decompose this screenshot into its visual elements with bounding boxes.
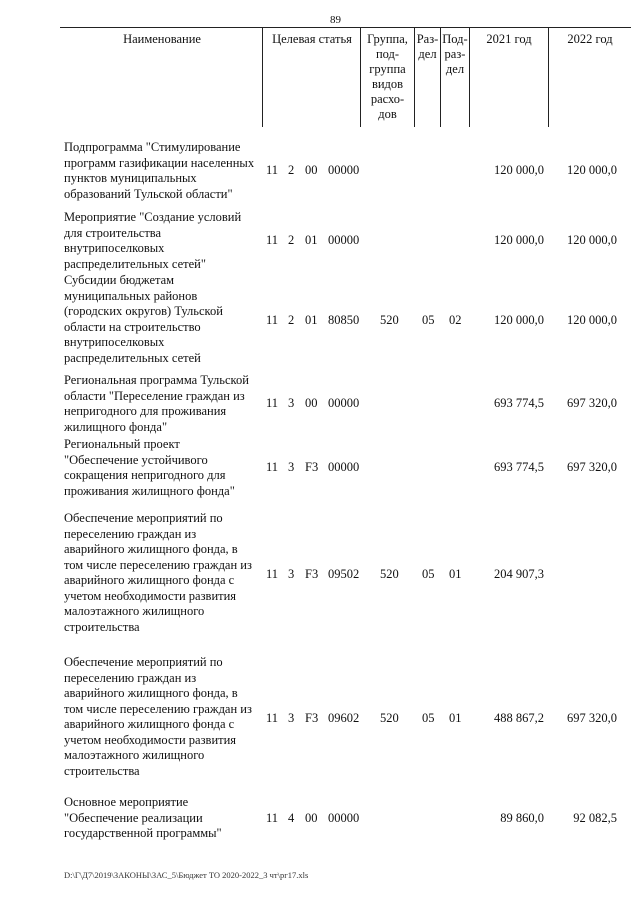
- cell-target-b: 3: [288, 460, 295, 474]
- cell-group: 520: [380, 567, 399, 581]
- cell-target-c: F3: [305, 567, 319, 581]
- header-group-line: дов: [378, 107, 397, 121]
- row-name: Региональная программа Тульской области "Переселение граждан из непригодного для проживания жилищного фонда": [64, 373, 249, 434]
- cell-2022: 120 000,0: [567, 163, 617, 177]
- cell-2022: 120 000,0: [567, 233, 617, 247]
- cell-razdel: 05: [422, 567, 435, 581]
- cell-2021: 120 000,0: [494, 163, 544, 177]
- cell-target-b: 3: [288, 567, 295, 581]
- header-group-line: видов: [371, 77, 404, 91]
- row-name: Мероприятие "Создание условий для строительства внутрипоселковых распределительных сетей": [64, 210, 242, 271]
- header-podrazdel: [441, 32, 469, 77]
- page-number: 89: [330, 14, 341, 26]
- cell-target-c: 00: [305, 396, 318, 410]
- cell-group: 520: [380, 711, 399, 725]
- cell-razdel: 05: [422, 711, 435, 725]
- header-razdel: [415, 32, 440, 62]
- cell-target-c: F3: [305, 460, 319, 474]
- header-group-line: группа: [369, 62, 406, 76]
- cell-2021: 693 774,5: [494, 460, 544, 474]
- cell-target-a: 11: [266, 313, 279, 327]
- cell-target-d: 00000: [328, 460, 360, 474]
- header-razdel-line: Раз-: [416, 32, 439, 46]
- cell-target-b: 4: [288, 811, 295, 825]
- cell-target-d: 09602: [328, 711, 360, 725]
- header-podrazdel-line: раз-: [444, 47, 466, 61]
- cell-target-d: 00000: [328, 163, 360, 177]
- cell-2022: 92 082,5: [573, 811, 617, 825]
- cell-target-b: 2: [288, 163, 295, 177]
- cell-target-a: 11: [266, 163, 279, 177]
- cell-target-c: 01: [305, 233, 318, 247]
- header-2021: 2021 год: [486, 32, 532, 46]
- cell-podrazdel: 01: [449, 567, 462, 581]
- cell-target-c: 00: [305, 163, 318, 177]
- cell-target-b: 2: [288, 313, 295, 327]
- cell-2021: 120 000,0: [494, 233, 544, 247]
- cell-target-d: 00000: [328, 396, 360, 410]
- cell-2021: 89 860,0: [500, 811, 544, 825]
- header-divider: [262, 27, 263, 127]
- header-name: Наименование: [123, 32, 201, 46]
- header-2022: 2022 год: [567, 32, 613, 46]
- cell-group: 520: [380, 313, 399, 327]
- cell-2021: 488 867,2: [494, 711, 544, 725]
- cell-2022: 697 320,0: [567, 460, 617, 474]
- header-group: [361, 32, 414, 122]
- cell-2021: 204 907,3: [494, 567, 544, 581]
- cell-target-d: 80850: [328, 313, 360, 327]
- row-name: Подпрограмма "Стимулирование программ газификации населенных пунктов муниципальных образований Тульской области": [64, 140, 255, 201]
- header-podrazdel-line: дел: [445, 62, 465, 76]
- cell-target-b: 3: [288, 711, 295, 725]
- cell-target-c: 00: [305, 811, 318, 825]
- cell-2022: 697 320,0: [567, 396, 617, 410]
- row-name: Обеспечение мероприятий по переселению граждан из аварийного жилищного фонда, в том числе переселению граждан из аварийного жилищного фонда с учетом необходимости развития малоэтажного жилищного строительства: [64, 655, 252, 778]
- cell-target-a: 11: [266, 567, 279, 581]
- row-name: Региональный проект "Обеспечение устойчивого сокращения непригодного для проживания жилищного фонда": [64, 437, 235, 498]
- row-name: Основное мероприятие "Обеспечение реализации государственной программы": [64, 795, 222, 840]
- cell-2022: 697 320,0: [567, 711, 617, 725]
- cell-target-a: 11: [266, 233, 279, 247]
- header-target: Целевая статья: [272, 32, 352, 46]
- cell-target-d: 09502: [328, 567, 360, 581]
- cell-podrazdel: 01: [449, 711, 462, 725]
- cell-target-d: 00000: [328, 233, 360, 247]
- cell-target-a: 11: [266, 460, 279, 474]
- cell-target-d: 00000: [328, 811, 360, 825]
- cell-target-b: 2: [288, 233, 295, 247]
- cell-target-c: F3: [305, 711, 319, 725]
- row-name: Субсидии бюджетам муниципальных районов (городских округов) Тульской области на строительство внутрипоселковых распределительных сетей: [64, 273, 223, 365]
- header-podrazdel-line: Под-: [442, 32, 468, 46]
- row-name: Обеспечение мероприятий по переселению граждан из аварийного жилищного фонда, в том числе переселению граждан из аварийного жилищного фонда с учетом необходимости развития малоэтажного жилищного строительства: [64, 511, 252, 634]
- cell-target-b: 3: [288, 396, 295, 410]
- header-group-line: под-: [375, 47, 400, 61]
- cell-target-a: 11: [266, 711, 279, 725]
- cell-2021: 693 774,5: [494, 396, 544, 410]
- cell-target-a: 11: [266, 396, 279, 410]
- cell-razdel: 05: [422, 313, 435, 327]
- file-path-footer: D:\Г\Д7\2019\ЗАКОНЫ\ЗАС_5\Бюджет ТО 2020-2022_3 чт\рг17.xls: [64, 870, 309, 880]
- header-razdel-line: дел: [418, 47, 437, 61]
- cell-target-a: 11: [266, 811, 279, 825]
- cell-target-c: 01: [305, 313, 318, 327]
- header-group-line: Группа,: [367, 32, 408, 46]
- cell-2022: 120 000,0: [567, 313, 617, 327]
- cell-2021: 120 000,0: [494, 313, 544, 327]
- header-group-line: расхо-: [370, 92, 405, 106]
- header-top-border: [60, 27, 631, 28]
- cell-podrazdel: 02: [449, 313, 462, 327]
